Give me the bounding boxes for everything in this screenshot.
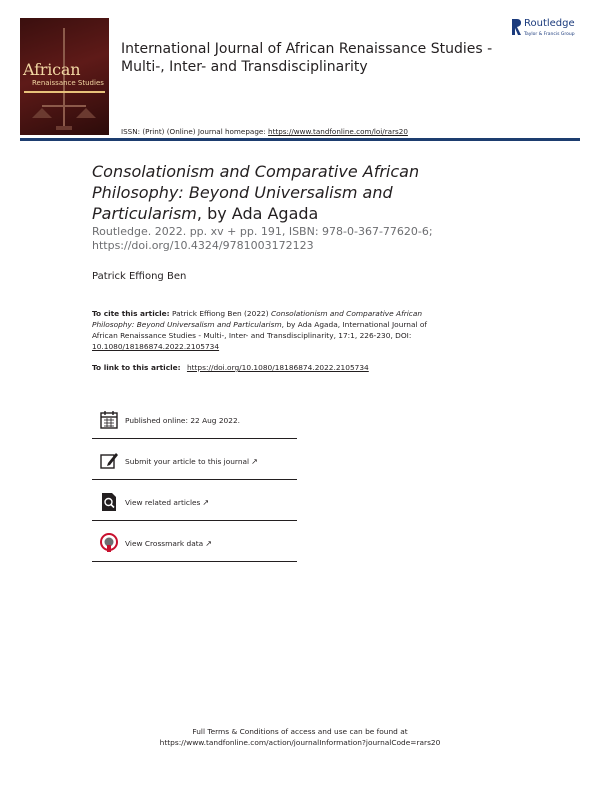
journal-title: International Journal of African Renaissance Studies - Multi-, Inter- and Transdisciplinarity — [121, 41, 493, 75]
journal-cover-image — [20, 18, 109, 135]
logo-name: Routledge — [524, 18, 575, 29]
external-link-icon: ↗ — [251, 457, 258, 466]
logo-tagline: Taylor & Francis Group — [524, 32, 575, 37]
related-articles-row[interactable] — [92, 486, 297, 521]
issn-label: ISSN: (Print) (Online) Journal homepage: — [121, 127, 266, 136]
citation-title: Consolationism and Comparative African Philosophy: Beyond Universalism and Particularism — [92, 309, 423, 329]
article-title-suffix: , by Ada Agada — [196, 204, 319, 223]
author-name: Patrick Effiong Ben — [92, 271, 187, 282]
crossmark-icon — [100, 533, 118, 553]
footer-terms-text: Full Terms & Conditions of access and use can be found at — [192, 727, 408, 736]
article-link-url[interactable]: https://doi.org/10.1080/18186874.2022.2105734 — [186, 363, 369, 372]
external-link-icon: ↗ — [202, 498, 210, 507]
crossmark-link[interactable]: View Crossmark data ↗ — [125, 539, 212, 548]
cover-title: African — [23, 60, 81, 79]
related-articles-link[interactable]: View related articles ↗ — [125, 498, 210, 507]
citation-rest: , by Ada Agada, International Journal of African Renaissance Studies - Multi-, Inter- and Transdisciplinarity, 17:1, 226-230, DOI: — [92, 320, 428, 340]
publication-info: Routledge. 2022. pp. xv + pp. 191, ISBN: 978-0-367-77620-6; https://doi.org/10.4324/9781003172123 — [92, 225, 433, 252]
routledge-logo[interactable] — [510, 18, 592, 42]
published-online-text: Published online: 22 Aug 2022. — [125, 416, 241, 425]
header-rule — [20, 138, 580, 141]
published-online-row — [92, 404, 297, 439]
citation-doi-link[interactable]: 10.1080/18186874.2022.2105734 — [92, 342, 220, 351]
external-link-icon: ↗ — [205, 539, 212, 548]
citation-authors: Patrick Effiong Ben (2022) — [171, 309, 269, 318]
issn-line — [121, 127, 408, 136]
crossmark-row[interactable] — [92, 527, 297, 562]
citation-label: To cite this article: — [92, 309, 170, 318]
cover-divider — [24, 91, 105, 93]
submit-article-row[interactable] — [92, 445, 297, 480]
cover-subtitle: Renaissance Studies — [32, 79, 104, 87]
journal-homepage-link[interactable]: https://www.tandfonline.com/loi/rars20 — [268, 127, 408, 136]
article-title-main: Consolationism and Comparative African Philosophy: Beyond Universalism and Particularism — [92, 162, 420, 223]
routledge-r-icon — [510, 18, 522, 36]
edit-icon — [100, 451, 118, 471]
calendar-icon — [100, 410, 118, 430]
article-title — [92, 161, 492, 224]
article-link-label: To link to this article: — [92, 363, 181, 372]
footer-terms-url[interactable]: https://www.tandfonline.com/action/journalInformation?journalCode=rars20 — [159, 738, 441, 747]
document-search-icon — [100, 492, 118, 512]
submit-article-link[interactable]: Submit your article to this journal ↗ — [125, 457, 258, 466]
citation-block — [92, 308, 452, 352]
article-link-line — [92, 363, 369, 372]
footer — [100, 726, 500, 748]
